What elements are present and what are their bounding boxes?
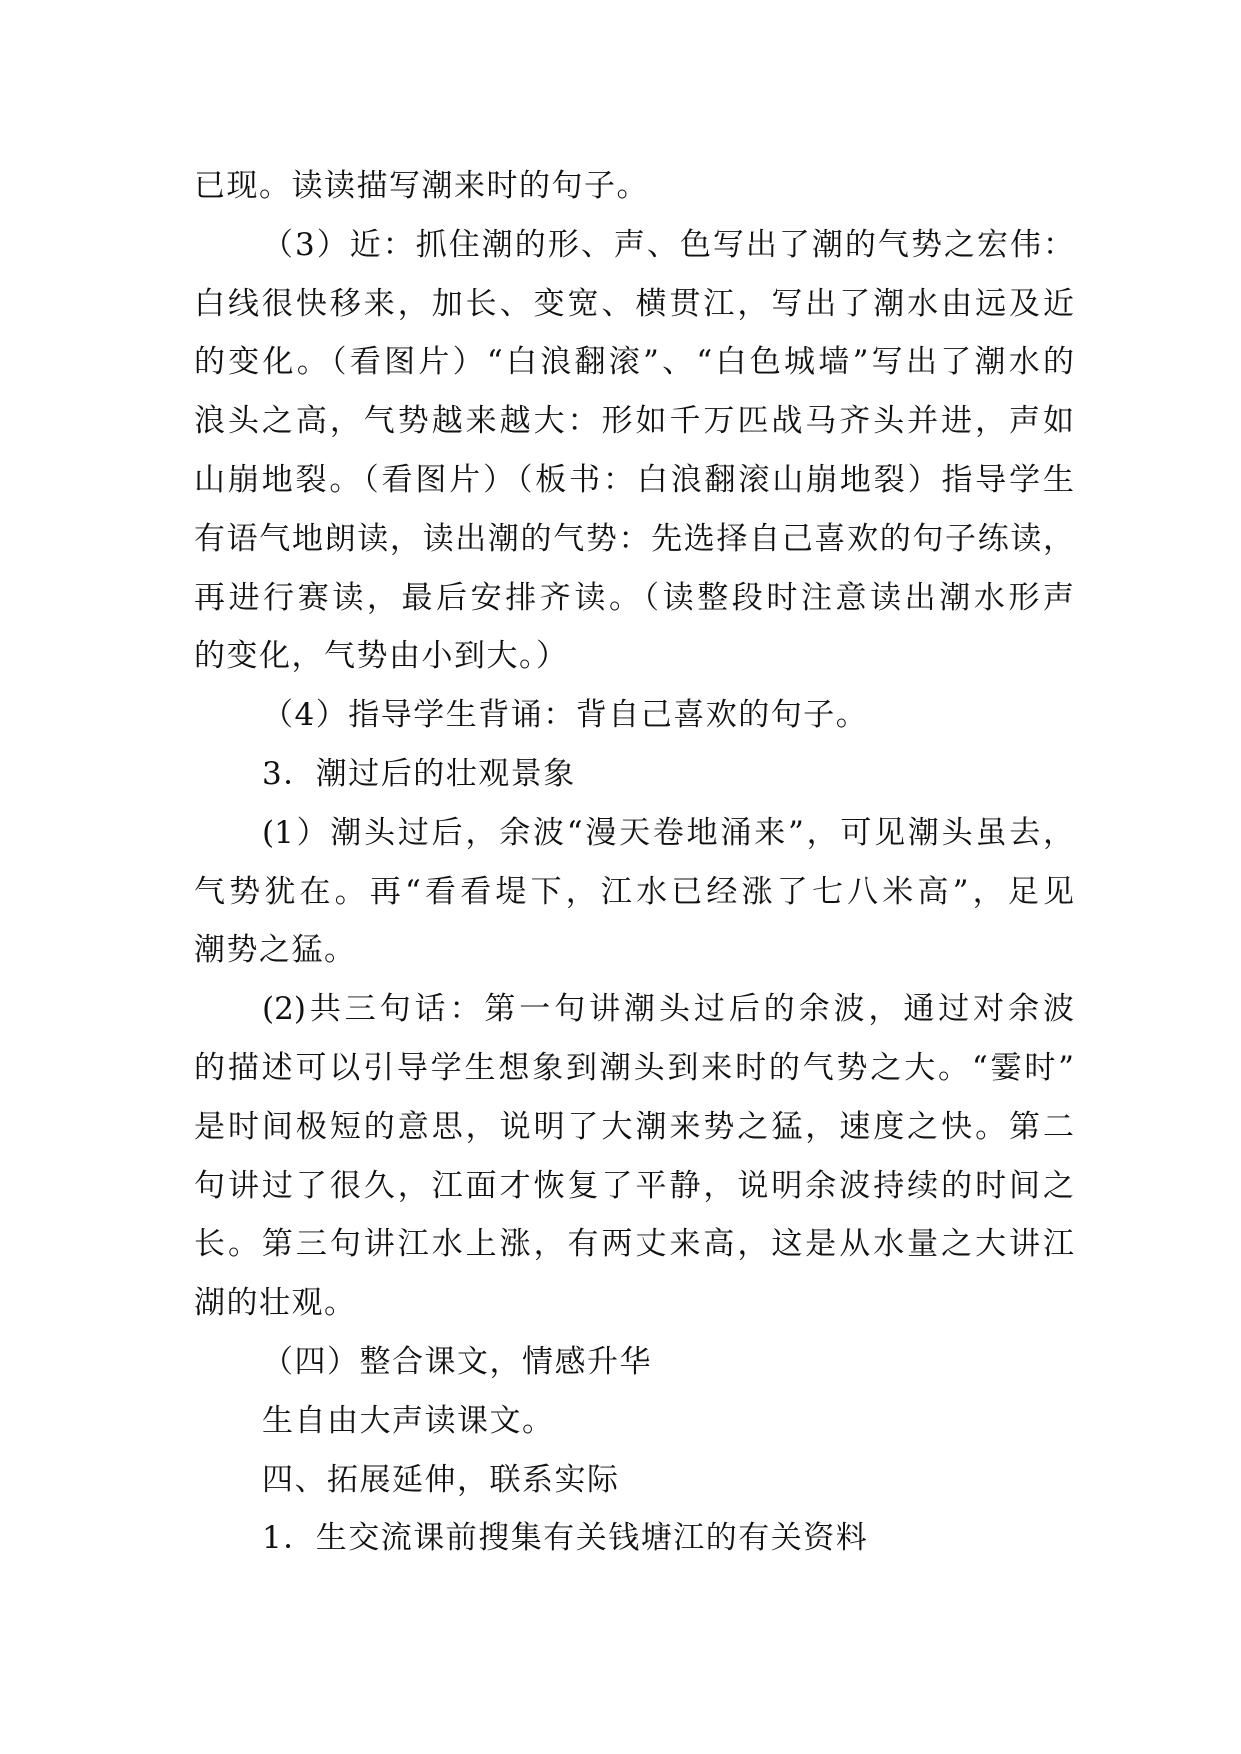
text-line: 再进行赛读，最后安排齐读。（读整段时注意读出潮水形声 xyxy=(194,579,1074,616)
text-line: 生自由大声读课文。 xyxy=(262,1402,555,1439)
text-line: 湖的壮观。 xyxy=(194,1285,357,1322)
text-line: 已现。读读描写潮来时的句子。 xyxy=(194,168,649,204)
text-line: 的变化。（看图片）“白浪翻滚”、“白色城墙”写出了潮水的 xyxy=(194,344,1074,381)
text-line: 是时间极短的意思，说明了大潮来势之猛，速度之快。第二 xyxy=(194,1108,1074,1145)
text-line: (2)共三句话：第一句讲潮头过后的余波，通过对余波 xyxy=(262,991,1074,1028)
text-line: 句讲过了很久，江面才恢复了平静，说明余波持续的时间之 xyxy=(194,1167,1074,1204)
text-line: 浪头之高，气势越来越大：形如千万匹战马齐头并进，声如 xyxy=(194,403,1074,440)
text-line: 的变化，气势由小到大。） xyxy=(194,638,569,675)
text-line: 气势犹在。再“看看堤下，江水已经涨了七八米高”，足见 xyxy=(194,873,1074,910)
text-line: 有语气地朗读，读出潮的气势：先选择自己喜欢的句子练读， xyxy=(194,520,1074,557)
text-line: 山崩地裂。（看图片）（板书：白浪翻滚山崩地裂）指导学生 xyxy=(194,461,1074,498)
section-heading: 四、拓展延伸，联系实际 xyxy=(262,1461,620,1498)
text-line: 白线很快移来，加长、变宽、横贯江，写出了潮水由远及近 xyxy=(194,285,1074,322)
section-heading: （四）整合课文，情感升华 xyxy=(262,1343,652,1380)
text-line: 1．生交流课前搜集有关钱塘江的有关资料 xyxy=(262,1520,869,1557)
section-heading: 3．潮过后的壮观景象 xyxy=(262,755,576,792)
text-line: （4）指导学生背诵：背自己喜欢的句子。 xyxy=(262,697,869,734)
text-line: 潮势之猛。 xyxy=(194,932,357,969)
document-page xyxy=(194,157,1074,1568)
text-line: 的描述可以引导学生想象到潮头到来时的气势之大。“霎时” xyxy=(194,1049,1074,1086)
text-line: （3）近：抓住潮的形、声、色写出了潮的气势之宏伟： xyxy=(262,226,1074,263)
text-line: (1）潮头过后，余波“漫天卷地涌来”，可见潮头虽去， xyxy=(262,814,1074,851)
text-line: 长。第三句讲江水上涨，有两丈来高，这是从水量之大讲江 xyxy=(194,1226,1074,1263)
